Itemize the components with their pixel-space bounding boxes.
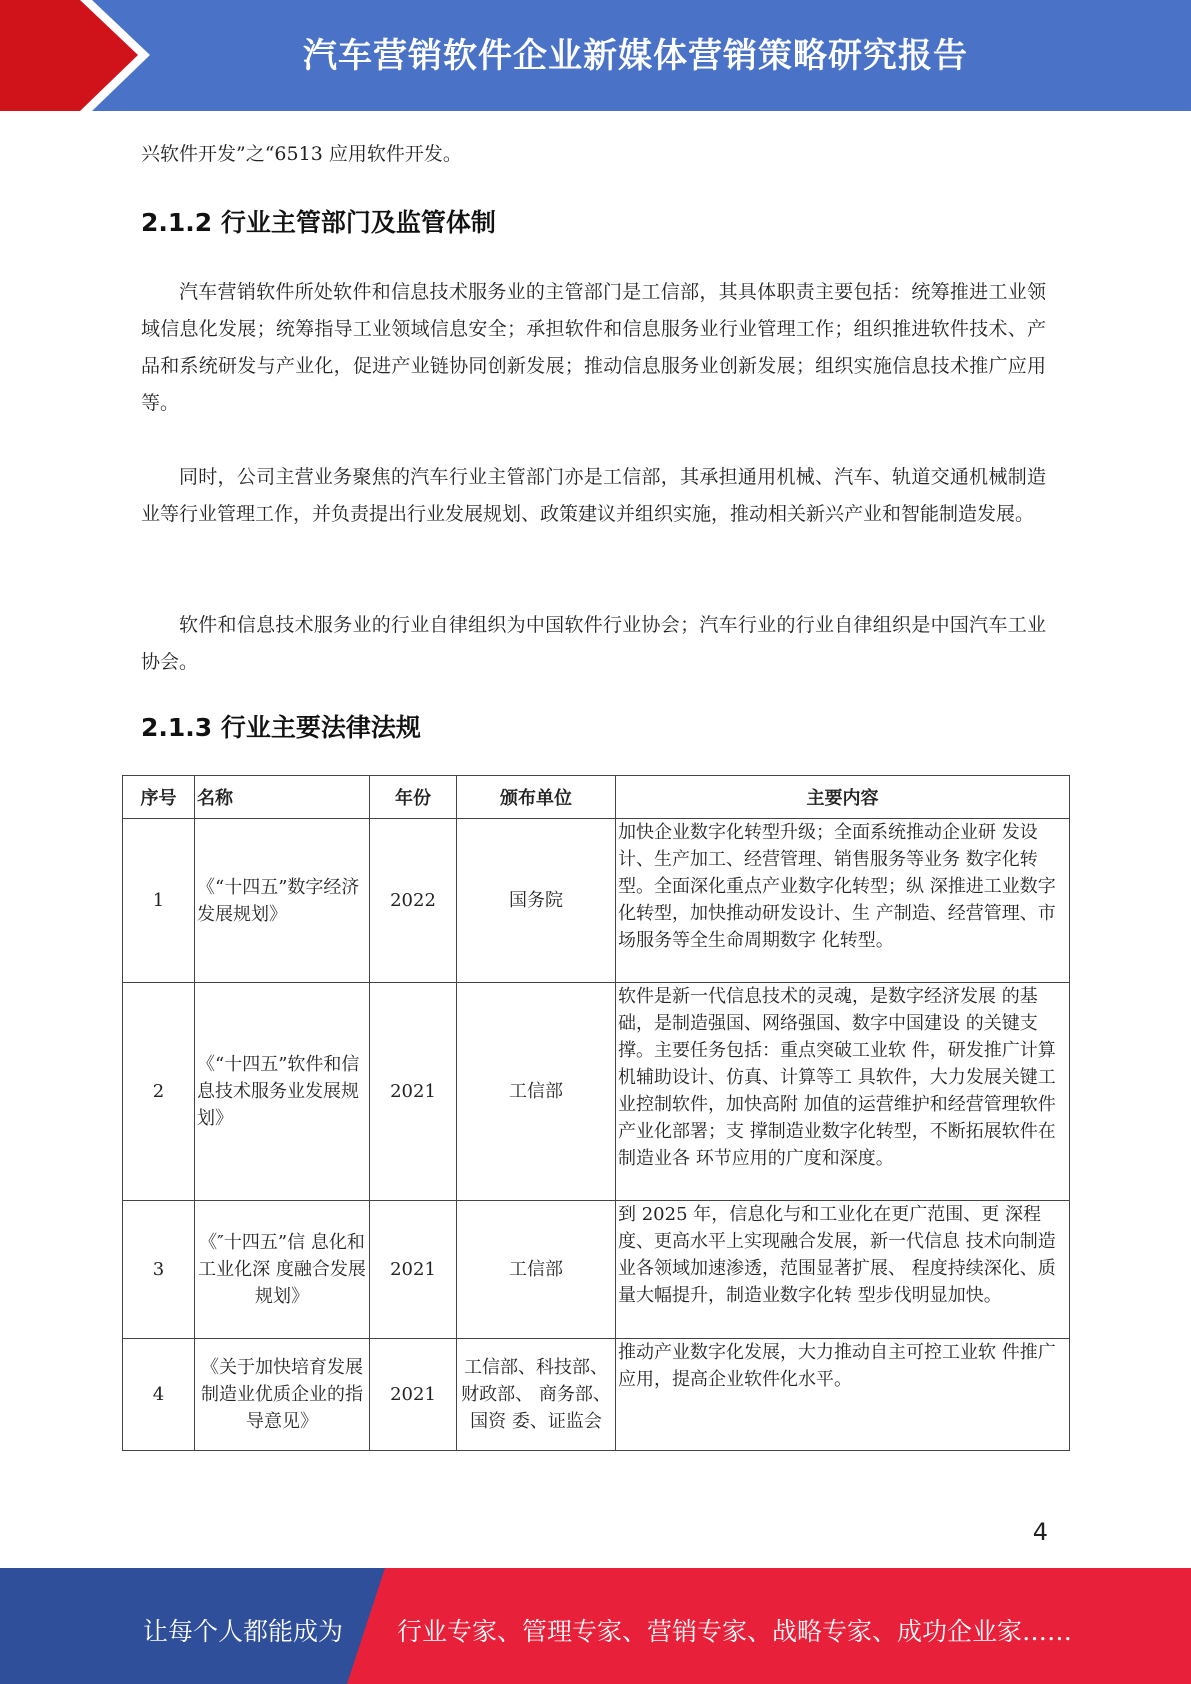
laws-table [122,775,1070,1451]
col-header-year: 年份 [370,776,457,819]
intro-line: 兴软件开发”之“6513 应用软件开发。 [141,143,462,165]
row-year: 2021 [370,983,457,1201]
table-header-row [123,776,1070,819]
section-213-heading: 2.1.3 行业主要法律法规 [141,713,421,742]
section-212-heading: 2.1.2 行业主管部门及监管体制 [141,208,496,237]
row-org: 工信部 [457,1201,616,1339]
section-212-paragraph-2: 同时，公司主营业务聚焦的汽车行业主管部门亦是工信部，其承担通用机械、汽车、轨道交通机械制造业等行业管理工作，并负责提出行业发展规划、政策建议并组织实施，推动相关新兴产业和智能制造发展。 [141,466,1046,525]
page-header [0,0,1191,111]
row-num: 1 [123,819,195,983]
report-title: 汽车营销软件企业新媒体营销策略研究报告 [303,36,968,76]
table-row [123,983,1070,1201]
row-name: 《“十四五”软件和信息技术服务业发展规划》 [195,983,370,1201]
row-org: 国务院 [457,819,616,983]
row-content: 推动产业数字化发展，大力推动自主可控工业软 件推广应用，提高企业软件化水平。 [616,1339,1070,1451]
table-row [123,1339,1070,1451]
row-num: 2 [123,983,195,1201]
section-212-paragraph-1: 汽车营销软件所处软件和信息技术服务业的主管部门是工信部，其具体职责主要包括：统筹推进工业领域信息化发展；统筹指导工业领域信息安全；承担软件和信息服务业行业管理工作；组织推进软件技术、产品和系统研发与产业化，促进产业链协同创新发展；推动信息服务业创新发展；组织实施信息技术推广应用等。 [141,281,1046,414]
header-arrow-decoration [0,0,160,111]
footer-slogan-left: 让每个人都能成为 [143,1617,344,1646]
row-name: 《″十四五”信 息化和工业化深 度融合发展规划》 [195,1201,370,1339]
section-212-paragraph-3: 软件和信息技术服务业的行业自律组织为中国软件行业协会；汽车行业的行业自律组织是中国汽车工业协会。 [141,614,1046,673]
table-row [123,819,1070,983]
row-num: 3 [123,1201,195,1339]
page-footer [0,1568,1191,1684]
row-content: 到 2025 年，信息化与和工业化在更广范围、更 深程度、更高水平上实现融合发展，新一代信息 技术向制造业各领域加速渗透，范围显著扩展、 程度持续深化、质量大幅提升，制造业数字化转 型步伐明显加快。 [616,1201,1070,1339]
row-year: 2021 [370,1201,457,1339]
col-header-name: 名称 [195,776,370,819]
row-org: 工信部 [457,983,616,1201]
row-name: 《关于加快培育发展制造业优质企业的指导意见》 [195,1339,370,1451]
row-content: 加快企业数字化转型升级；全面系统推动企业研 发设计、生产加工、经营管理、销售服务等业务 数字化转型。全面深化重点产业数字化转型；纵 深推进工业数字化转型，加快推动研发设计、生 产制造、经营管理、市场服务等全生命周期数字 化转型。 [616,819,1070,983]
row-num: 4 [123,1339,195,1451]
col-header-num: 序号 [123,776,195,819]
row-content: 软件是新一代信息技术的灵魂，是数字经济发展 的基础，是制造强国、网络强国、数字中国建设 的关键支撑。主要任务包括：重点突破工业软 件，研发推广计算机辅助设计、仿真、计算等工 具软件，大力发展关键工业控制软件，加快高附 加值的运营维护和经营管理软件产业化部署；支 撑制造业数字化转型，不断拓展软件在制造业各 环节应用的广度和深度。 [616,983,1070,1201]
page-number: 4 [1032,1518,1048,1546]
row-org: 工信部、科技部、财政部、 商务部、国资 委、证监会 [457,1339,616,1451]
row-year: 2022 [370,819,457,983]
col-header-content: 主要内容 [616,776,1070,819]
col-header-org: 颁布单位 [457,776,616,819]
row-name: 《“十四五”数字经济发展规划》 [195,819,370,983]
row-year: 2021 [370,1339,457,1451]
table-row [123,1201,1070,1339]
footer-slogan-right: 行业专家、管理专家、营销专家、战略专家、成功企业家…… [397,1617,1073,1646]
